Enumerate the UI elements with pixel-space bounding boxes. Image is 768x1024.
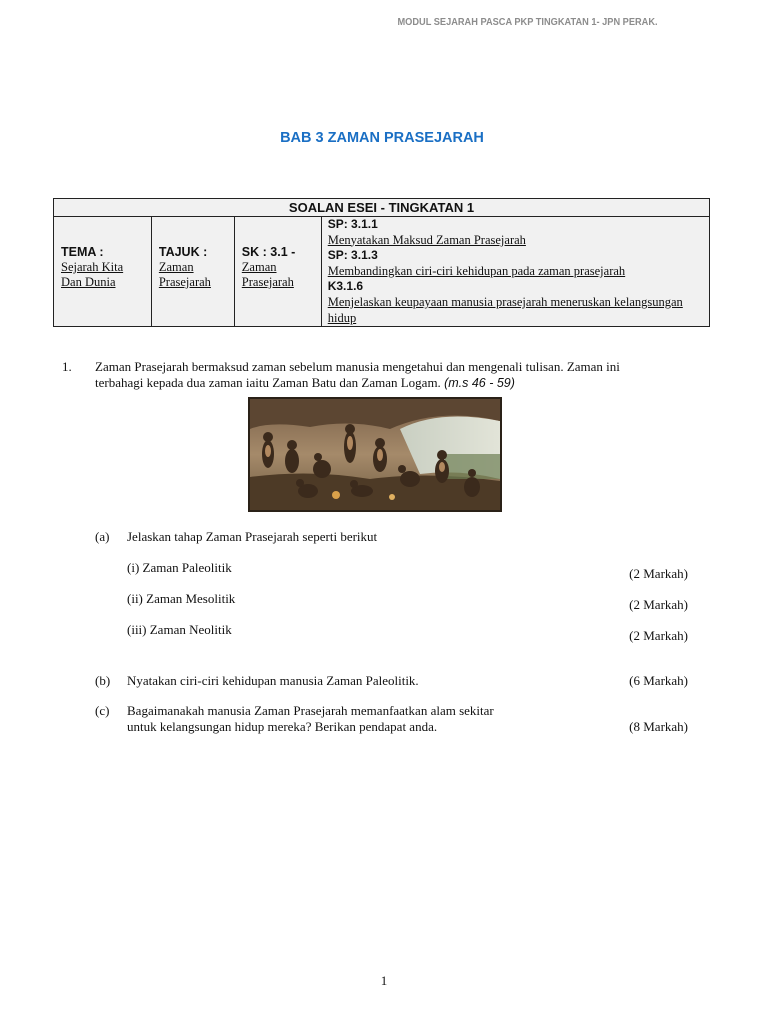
- chapter-title-text: BAB 3 ZAMAN PRASEJARAH: [280, 130, 484, 146]
- sp-text-3: Menjelaskan keupayaan manusia prasejarah meneruskan kelangsungan hidup: [327, 294, 683, 325]
- sp-code-3: K3.1.6: [327, 279, 364, 294]
- sk-label: SK : 3.1 -: [241, 245, 296, 259]
- part-a-label: (a): [95, 529, 110, 544]
- part-a-item-1-marks: (2 Markah): [629, 566, 688, 581]
- part-b-label: (b): [95, 673, 111, 688]
- syllabus-table: [53, 198, 710, 327]
- question-intro: [95, 359, 695, 391]
- question-number: 1.: [62, 359, 72, 374]
- tema-cell: [54, 217, 152, 327]
- sp-text-1: Menyatakan Maksud Zaman Prasejarah: [327, 232, 526, 247]
- tema-value-line1: Sejarah Kita: [61, 260, 124, 274]
- page-number: 1: [380, 973, 388, 988]
- part-c-line-2: untuk kelangsungan hidup mereka? Berikan pendapat anda.: [127, 719, 438, 734]
- standards-cell: [321, 217, 709, 327]
- sk-cell: [234, 217, 321, 327]
- part-a-item-1: (i) Zaman Paleolitik: [127, 560, 232, 575]
- part-c-marks: (8 Markah): [629, 719, 688, 734]
- chapter-title: [0, 130, 768, 146]
- table-heading: SOALAN ESEI - TINGKATAN 1: [54, 199, 710, 217]
- page-reference: (m.s 46 - 59): [444, 376, 515, 390]
- sk-value-line2: Prasejarah: [241, 275, 294, 289]
- tema-label: TEMA :: [61, 245, 104, 259]
- tajuk-cell: [151, 217, 234, 327]
- module-header: MODUL SEJARAH PASCA PKP TINGKATAN 1- JPN PERAK.: [397, 16, 658, 28]
- part-a-item-3-marks: (2 Markah): [629, 628, 688, 643]
- sp-code-2: SP: 3.1.3: [327, 248, 378, 263]
- sp-text-2: Membandingkan ciri-ciri kehidupan pada zaman prasejarah: [327, 263, 626, 278]
- part-c-line-1: Bagaimanakah manusia Zaman Prasejarah memanfaatkan alam sekitar: [127, 703, 494, 718]
- tema-value-line2: Dan Dunia: [61, 275, 116, 289]
- intro-line-2: terbahagi kepada dua zaman iaitu Zaman Batu dan Zaman Logam.: [95, 375, 441, 390]
- prehistoric-cave-scene-image: [248, 397, 502, 512]
- sp-code-1: SP: 3.1.1: [327, 217, 378, 231]
- tajuk-value-line1: Zaman: [158, 260, 194, 274]
- tajuk-label: TAJUK :: [158, 245, 208, 259]
- tajuk-value-line2: Prasejarah: [158, 275, 211, 289]
- part-a-item-3: (iii) Zaman Neolitik: [127, 622, 232, 637]
- part-c-label: (c): [95, 703, 110, 718]
- sk-value-line1: Zaman: [241, 260, 277, 274]
- part-b-marks: (6 Markah): [629, 673, 688, 688]
- part-b-text: Nyatakan ciri-ciri kehidupan manusia Zaman Paleolitik.: [127, 673, 419, 688]
- part-a-item-2: (ii) Zaman Mesolitik: [127, 591, 236, 606]
- part-a-text: Jelaskan tahap Zaman Prasejarah seperti berikut: [127, 529, 378, 544]
- part-a-item-2-marks: (2 Markah): [629, 597, 688, 612]
- intro-line-1: Zaman Prasejarah bermaksud zaman sebelum manusia mengetahui dan mengenali tulisan. Zaman ini: [95, 359, 620, 374]
